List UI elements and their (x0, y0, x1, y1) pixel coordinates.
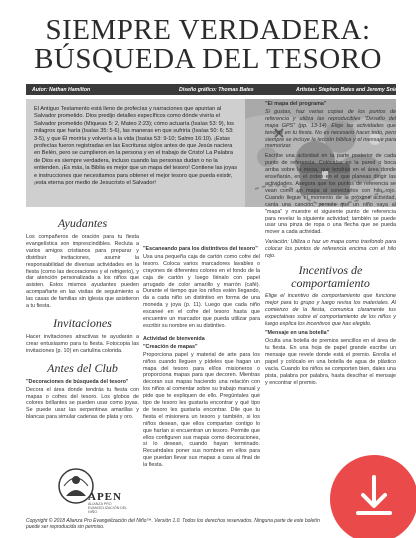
right-column-body (265, 101, 396, 390)
variacion-text: Variación: Utiliza o haz un mapa como trasfondo para colocar los puntos de referencia encima con el hilo rojo. (265, 239, 396, 260)
incentivos-text: Elige el incentivo de comportamiento que funcione mejor para tu grupo y luego revisa los materiales. Al comienzo de la fiesta, comunica claramente tus expectativas sobre el comportamiento de los niños y luego explica los incentivos que has elegido. (265, 292, 396, 327)
antes-del-club-heading: Antes del Club (47, 360, 118, 375)
mapa-programa-heading: "El mapa del programa" (265, 101, 327, 107)
intro-text: El Antiguo Testamento está lleno de profecías y narraciones que apuntan al Salvador prometido. Dios predijo detalles específicos como dónde viviría el Salvador prometido (Miqueas 5: 2, Mateo 2:23); cómo actuaría (Isaías 53: 9), los milagros que haría (Isaías 35: 5-6), las maneras en que sufriría (Isaías 50: 6; 53: 3-5), y que Él moriría y volvería a la vida (Isaías 53: 9-10; Salmo 16:10). ¡Estas profecías fueron registradas en las Escrituras siglos antes de que Jesús naciera en Belén, pero se cumplieron en la persona y en el trabajo de Cristo! La Palabra de Dios es siempre verdadera, incluso cuando las personas dudan o no la entienden. ¡Es más, la Biblia es mejor que un mapa del tesoro! Contiene las joyas e instrucciones que necesitamos para obtener el mejor tesoro que pueda existir, ¡esta eterna por medio de Jesucristo el Salvador! (34, 106, 238, 187)
column-middle (143, 210, 260, 472)
mensaje-botella-heading: "Mensaje en una botella" (265, 330, 330, 337)
ayudantes-text: Los compañeros de oración para tu fiesta evangelística son imprescindibles. Recluta a varios amigos cristianos para preparar y distribuir invitaciones, asumir la responsabilidad de diversas actividades en la fiesta (como las decoraciones y el refrigerio), y dar atención personalizada a los niños que asisten. Estos mismos ayudantes pueden acompañarte en las visitas de seguimiento a las casas de familias sin iglesia que asistieron a tu fiesta. (26, 234, 139, 310)
mapa-programa-text: Si gustas, haz varias copias de los puntos de referencia y utiliza las reproducibles "Desafío del mapa GPS" (pp. 13-14). Elige las actividades que tendrás en tu fiesta. No es necesario hacer todo, pero siempre se incluye la lección bíblica y el mensaje para memorizar. (265, 108, 396, 150)
download-button[interactable] (330, 455, 416, 538)
copyright-notice: Copyright © 2018 Alianza Pro Evangelización del Niño™. Versión 1.0. Todos los derechos reservados. Ninguna parte de este boletín puede ser reproducida sin permiso. (26, 518, 320, 531)
apen-logo-text: APEN (88, 491, 122, 503)
invitaciones-text: Hacer invitaciones atractivas te ayudarán a crear entusiasmo para tu fiesta. Fotocopia las invitaciones (p. 10) en cartulina colorida. (26, 333, 139, 354)
credits-bar (26, 84, 410, 95)
design-credit: Diseño gráfico: Thomas Bates (179, 86, 254, 93)
apen-logo-subtitle: ALIANZA PRO EVANGELIZACIÓN DEL NIÑO (88, 502, 128, 514)
escribe-text: Escribe una actividad en la parte posterior de cada punto de referencia. Colócalas en la pared o boca arriba sobre la mesa, que tendrás en el área donde enseñarán, en el orden en el que planeas dirigir las actividades. Asegura que los puntos de referencia se vean como un mapa al conectarlos con hilo rojo. Cuando llegue el momento de la próxima actividad, canta una canción, permite que un niño vaya al "mapa" y muestre el siguiente punto de referencia para revelar la siguiente actividad; también se puede usar una pinza de ropa o una flecha que se pueda mover a cada actividad. (265, 153, 396, 236)
column-left (26, 210, 139, 424)
title-line-1: SIEMPRE VERDADERA: (45, 14, 371, 46)
incentivos-heading-line-2: comportamiento (291, 275, 370, 290)
decoraciones-text: Decora el área donde tendrás tu fiesta con mapas o cofres del tesoro. Los globos de colores brillantes se pueden usar como joyas. Se puede usar las serpentinas amarillas y blancas para simular cadenas de plata y oro. (26, 386, 139, 421)
invitaciones-heading: Invitaciones (53, 315, 112, 330)
author-credit: Autor: Nathan Hamilton (32, 86, 91, 93)
mensaje-botella-text: Oculta una botella de premios sencillos en el área de tu fiesta. En una hoja de papel grande escribe un mensaje que revele donde está el premio. Enrolla el papel y colócalo en una botella de agua de plástico vacía. Cuando los niños se comporten bien, dales una pista, palabra por palabra, hasta descifrar el mensaje y encontrar el premio. (265, 338, 396, 386)
artists-credit: Artistas: Stephen Bates and Jeremy Sniatecki (296, 86, 410, 93)
incentivos-heading-line-1: Incentivos de (298, 262, 363, 277)
escaneando-heading: "Escaneando para los distintivos del tesoro" (143, 246, 258, 252)
decoraciones-heading: "Decoraciones de búsqueda del tesoro" (26, 378, 129, 385)
page-title (0, 16, 416, 74)
creacion-mapas-text: Proporciona papel y material de arte para los niños cuando lleguen y pídeles que hagan un mapa del tesoro para el/los misioneros o proporciona mapas para que decoren. Mientras decoran sus mapas haciendo una relación con los niños al comentar sobre su trabajo manual y pide que te expliquen de ello. Pregúntales qué tipo de tesoro les gustaría encontrar y qué tipo de tesoro les gustaría encontrar. Dile que tu fiesta el misionera un tesoro y también, si los niños desean, que ellos compartan contigo lo que harían si encuentran un tesoro. Permite que ellos configuren sus mapas como decoraciones, si lo desean, cuando hayan terminado. Recuérdales poner sus nombres en ellos para que puedan llevar sus mapas a casa al final de la fiesta. (143, 351, 260, 469)
title-line-2: BÚSQUEDA DEL TESORO (34, 43, 382, 75)
escaneando-text: Usa una pequeña caja de cartón como cofre del tesoro. Coloca varios marcadores lavables o crayones de diferentes colores en el fondo de la caja de cartón y luego llénalo con papel arrugado de color amarillo y marrón (café). Durante el tiempo que los niños estén llegando, da a cada niño un distintivo en forma de una moneda y joya (p. 11). Luego que cada niño escaneé en el cofre del tesoro hasta que encuentre un marcador que pueda utilizar para escribir su nombre en su distintivo. (143, 253, 260, 329)
ayudantes-heading: Ayudantes (57, 216, 108, 230)
creacion-mapas-heading: "Creación de mapas" (143, 343, 198, 350)
download-arrow-icon (330, 455, 416, 538)
bienvenida-heading: Actividad de bienvenida (143, 335, 205, 342)
incentivos-heading (265, 264, 396, 290)
